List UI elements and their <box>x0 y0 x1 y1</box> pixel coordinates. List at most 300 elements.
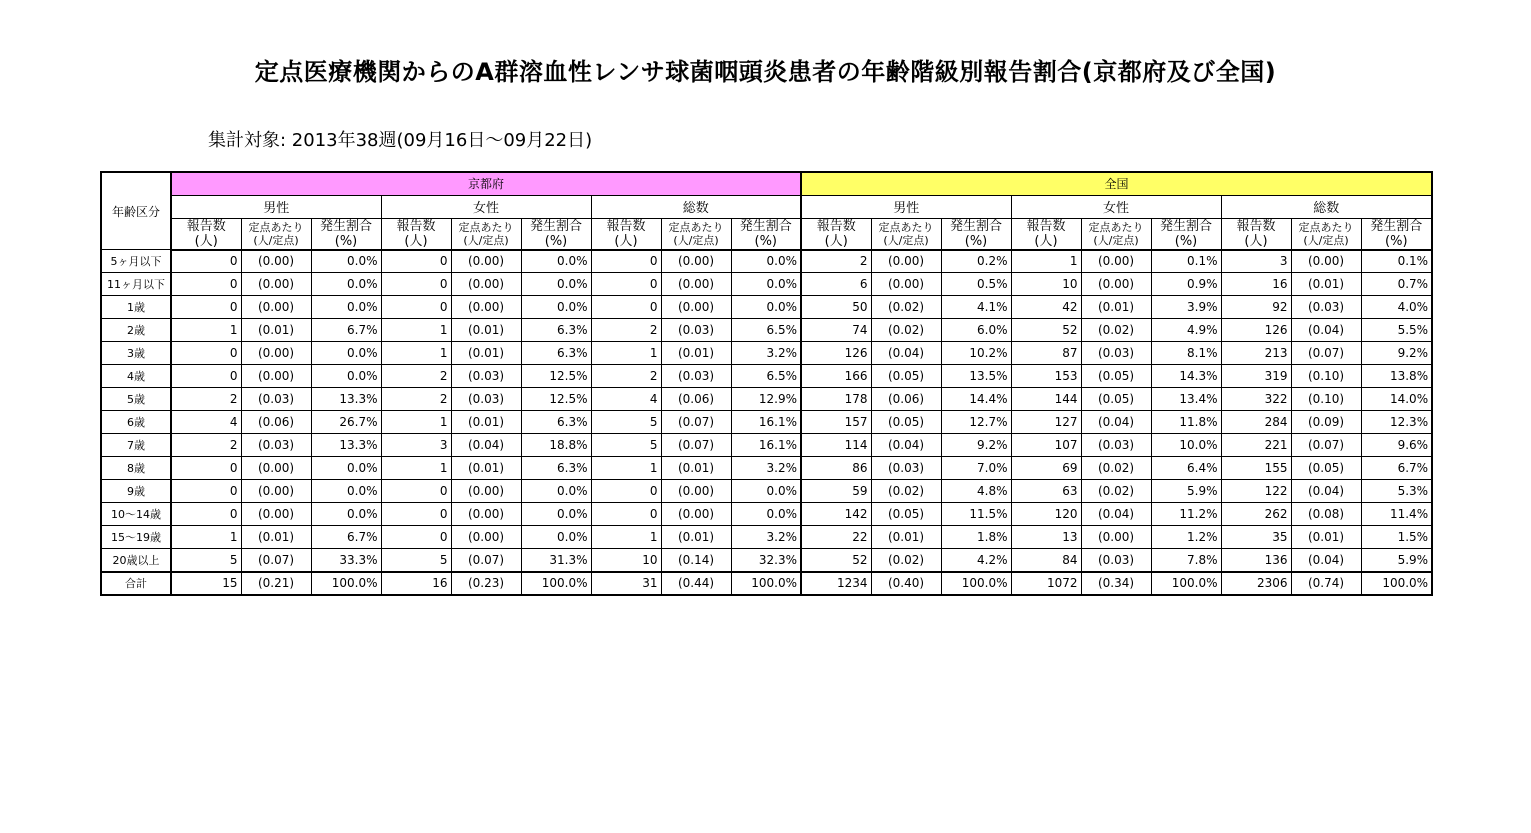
per-sentinel-cell: (0.01) <box>451 342 521 365</box>
group-female-national: 女性 <box>1011 195 1221 218</box>
rate-cell: 11.4% <box>1361 503 1432 526</box>
count-cell: 35 <box>1221 526 1291 549</box>
age-cell: 5歳 <box>101 388 171 411</box>
per-sentinel-cell: (0.00) <box>241 342 311 365</box>
sub-header-line2: (%) <box>754 233 777 249</box>
sub-header-count <box>1011 218 1081 250</box>
rate-cell: 100.0% <box>1151 572 1221 595</box>
per-sentinel-cell: (0.07) <box>661 411 731 434</box>
rate-cell: 6.3% <box>521 411 591 434</box>
rate-cell: 16.1% <box>731 411 801 434</box>
per-sentinel-cell: (0.01) <box>451 457 521 480</box>
age-cell: 合計 <box>101 572 171 595</box>
count-cell: 4 <box>591 388 661 411</box>
rate-cell: 6.0% <box>941 319 1011 342</box>
count-cell: 127 <box>1011 411 1081 434</box>
rate-cell: 6.7% <box>1361 457 1432 480</box>
sub-header-count <box>801 218 871 250</box>
per-sentinel-cell: (0.03) <box>1081 434 1151 457</box>
count-cell: 0 <box>171 480 241 503</box>
rate-cell: 13.5% <box>941 365 1011 388</box>
rate-cell: 5.9% <box>1151 480 1221 503</box>
count-cell: 0 <box>381 273 451 296</box>
rate-cell: 0.0% <box>311 250 381 273</box>
per-sentinel-cell: (0.01) <box>1291 526 1361 549</box>
sub-header-line1: 発生割合 <box>739 218 792 234</box>
per-sentinel-cell: (0.02) <box>1081 319 1151 342</box>
count-cell: 213 <box>1221 342 1291 365</box>
rate-cell: 13.3% <box>311 434 381 457</box>
sub-header-count <box>381 218 451 250</box>
count-cell: 10 <box>1011 273 1081 296</box>
per-sentinel-cell: (0.01) <box>661 526 731 549</box>
count-cell: 144 <box>1011 388 1081 411</box>
count-cell: 0 <box>171 250 241 273</box>
sub-header-line2: (人/定点) <box>1093 233 1139 247</box>
count-cell: 5 <box>381 549 451 572</box>
sub-header-line1: 報告数 <box>186 218 226 234</box>
count-cell: 122 <box>1221 480 1291 503</box>
sub-header-line2: (%) <box>1385 233 1408 249</box>
group-total-national: 総数 <box>1221 195 1432 218</box>
table-row <box>101 411 1432 434</box>
count-cell: 2 <box>591 365 661 388</box>
sub-header-line1: 発生割合 <box>949 218 1002 234</box>
per-sentinel-cell: (0.04) <box>1081 411 1151 434</box>
sub-header-line2: (人) <box>404 233 428 249</box>
per-sentinel-cell: (0.00) <box>451 273 521 296</box>
rate-cell: 0.2% <box>941 250 1011 273</box>
table-row <box>101 503 1432 526</box>
per-sentinel-cell: (0.00) <box>241 480 311 503</box>
rate-cell: 6.5% <box>731 319 801 342</box>
per-sentinel-cell: (0.05) <box>1081 388 1151 411</box>
per-sentinel-cell: (0.01) <box>1291 273 1361 296</box>
rate-cell: 0.0% <box>521 526 591 549</box>
rate-cell: 4.2% <box>941 549 1011 572</box>
per-sentinel-cell: (0.03) <box>241 388 311 411</box>
rate-cell: 12.3% <box>1361 411 1432 434</box>
per-sentinel-cell: (0.00) <box>241 457 311 480</box>
per-sentinel-cell: (0.05) <box>871 411 941 434</box>
rate-cell: 26.7% <box>311 411 381 434</box>
age-cell: 7歳 <box>101 434 171 457</box>
age-column-header: 年齢区分 <box>101 172 171 250</box>
sub-header-line2: (人) <box>824 233 848 249</box>
count-cell: 1 <box>171 319 241 342</box>
report-table <box>100 171 1433 596</box>
rate-cell: 0.0% <box>311 503 381 526</box>
per-sentinel-cell: (0.02) <box>871 549 941 572</box>
rate-cell: 14.4% <box>941 388 1011 411</box>
sub-header-line1: 報告数 <box>396 218 436 234</box>
rate-cell: 4.9% <box>1151 319 1221 342</box>
per-sentinel-cell: (0.02) <box>1081 457 1151 480</box>
per-sentinel-cell: (0.03) <box>1291 296 1361 319</box>
count-cell: 107 <box>1011 434 1081 457</box>
rate-cell: 9.2% <box>1361 342 1432 365</box>
per-sentinel-cell: (0.01) <box>451 319 521 342</box>
count-cell: 0 <box>381 250 451 273</box>
table-row <box>101 480 1432 503</box>
per-sentinel-cell: (0.00) <box>871 250 941 273</box>
sub-header-line2: (人/定点) <box>883 233 929 247</box>
rate-cell: 12.5% <box>521 365 591 388</box>
rate-cell: 0.0% <box>521 480 591 503</box>
table-row <box>101 549 1432 572</box>
count-cell: 4 <box>171 411 241 434</box>
sub-header-row <box>101 218 1432 250</box>
count-cell: 157 <box>801 411 871 434</box>
count-cell: 2 <box>381 365 451 388</box>
count-cell: 5 <box>591 411 661 434</box>
rate-cell: 13.3% <box>311 388 381 411</box>
rate-cell: 0.0% <box>521 296 591 319</box>
per-sentinel-cell: (0.00) <box>661 250 731 273</box>
per-sentinel-cell: (0.40) <box>871 572 941 595</box>
per-sentinel-cell: (0.34) <box>1081 572 1151 595</box>
per-sentinel-cell: (0.07) <box>661 434 731 457</box>
per-sentinel-cell: (0.04) <box>1291 549 1361 572</box>
per-sentinel-cell: (0.00) <box>1081 526 1151 549</box>
count-cell: 3 <box>1221 250 1291 273</box>
count-cell: 126 <box>1221 319 1291 342</box>
sub-header-line1: 定点あたり <box>1298 220 1354 234</box>
sub-header-per-sentinel <box>871 218 941 250</box>
count-cell: 1 <box>381 411 451 434</box>
rate-cell: 9.6% <box>1361 434 1432 457</box>
per-sentinel-cell: (0.02) <box>871 319 941 342</box>
count-cell: 1 <box>171 526 241 549</box>
sub-header-count <box>171 218 241 250</box>
count-cell: 0 <box>381 480 451 503</box>
count-cell: 1 <box>381 457 451 480</box>
rate-cell: 0.0% <box>521 503 591 526</box>
count-cell: 5 <box>171 549 241 572</box>
count-cell: 3 <box>381 434 451 457</box>
count-cell: 1234 <box>801 572 871 595</box>
sub-header-line2: (%) <box>964 233 988 249</box>
sub-header-line1: 報告数 <box>816 218 856 234</box>
rate-cell: 100.0% <box>731 572 801 595</box>
table-row <box>101 526 1432 549</box>
rate-cell: 0.0% <box>731 480 801 503</box>
sub-header-line2: (%) <box>1174 233 1198 249</box>
sub-header-per-sentinel <box>241 218 311 250</box>
sub-header-per-sentinel <box>451 218 521 250</box>
per-sentinel-cell: (0.05) <box>1081 365 1151 388</box>
rate-cell: 16.1% <box>731 434 801 457</box>
per-sentinel-cell: (0.03) <box>451 365 521 388</box>
rate-cell: 3.9% <box>1151 296 1221 319</box>
rate-cell: 6.3% <box>521 319 591 342</box>
rate-cell: 6.7% <box>311 319 381 342</box>
per-sentinel-cell: (0.07) <box>1291 434 1361 457</box>
count-cell: 2 <box>171 388 241 411</box>
sub-header-line1: 定点あたり <box>1088 220 1144 234</box>
per-sentinel-cell: (0.01) <box>241 526 311 549</box>
table-body <box>101 250 1432 595</box>
age-cell: 3歳 <box>101 342 171 365</box>
rate-cell: 0.1% <box>1151 250 1221 273</box>
sub-header-per-sentinel <box>1081 218 1151 250</box>
count-cell: 74 <box>801 319 871 342</box>
rate-cell: 3.2% <box>731 342 801 365</box>
per-sentinel-cell: (0.00) <box>241 273 311 296</box>
count-cell: 155 <box>1221 457 1291 480</box>
per-sentinel-cell: (0.21) <box>241 572 311 595</box>
count-cell: 0 <box>171 503 241 526</box>
rate-cell: 11.8% <box>1151 411 1221 434</box>
age-cell: 1歳 <box>101 296 171 319</box>
age-cell: 4歳 <box>101 365 171 388</box>
per-sentinel-cell: (0.03) <box>451 388 521 411</box>
sub-header-rate <box>311 218 381 250</box>
sub-header-line2: (人) <box>614 233 638 249</box>
per-sentinel-cell: (0.02) <box>871 480 941 503</box>
count-cell: 114 <box>801 434 871 457</box>
rate-cell: 4.1% <box>941 296 1011 319</box>
rate-cell: 0.0% <box>731 503 801 526</box>
per-sentinel-cell: (0.00) <box>871 273 941 296</box>
per-sentinel-cell: (0.00) <box>1081 273 1151 296</box>
per-sentinel-cell: (0.04) <box>1291 319 1361 342</box>
rate-cell: 0.0% <box>731 250 801 273</box>
sub-header-line1: 報告数 <box>606 218 646 234</box>
count-cell: 6 <box>801 273 871 296</box>
age-cell: 9歳 <box>101 480 171 503</box>
count-cell: 0 <box>381 503 451 526</box>
rate-cell: 11.5% <box>941 503 1011 526</box>
count-cell: 22 <box>801 526 871 549</box>
count-cell: 15 <box>171 572 241 595</box>
table-row <box>101 273 1432 296</box>
group-total-kyoto: 総数 <box>591 195 801 218</box>
per-sentinel-cell: (0.00) <box>661 480 731 503</box>
rate-cell: 6.3% <box>521 457 591 480</box>
age-cell: 5ヶ月以下 <box>101 250 171 273</box>
age-cell: 11ヶ月以下 <box>101 273 171 296</box>
count-cell: 5 <box>591 434 661 457</box>
count-cell: 1 <box>591 457 661 480</box>
sub-header-line2: (人/定点) <box>673 233 719 247</box>
per-sentinel-cell: (0.07) <box>241 549 311 572</box>
count-cell: 0 <box>171 457 241 480</box>
table-row <box>101 457 1432 480</box>
count-cell: 0 <box>381 526 451 549</box>
sub-header-line1: 発生割合 <box>1370 218 1423 234</box>
per-sentinel-cell: (0.06) <box>661 388 731 411</box>
rate-cell: 5.3% <box>1361 480 1432 503</box>
count-cell: 1 <box>1011 250 1081 273</box>
per-sentinel-cell: (0.00) <box>1081 250 1151 273</box>
rate-cell: 6.7% <box>311 526 381 549</box>
rate-cell: 6.3% <box>521 342 591 365</box>
rate-cell: 12.7% <box>941 411 1011 434</box>
count-cell: 262 <box>1221 503 1291 526</box>
sub-header-line1: 報告数 <box>1026 218 1066 234</box>
per-sentinel-cell: (0.04) <box>1081 503 1151 526</box>
rate-cell: 0.0% <box>731 273 801 296</box>
count-cell: 142 <box>801 503 871 526</box>
per-sentinel-cell: (0.00) <box>451 526 521 549</box>
per-sentinel-cell: (0.03) <box>661 319 731 342</box>
sub-header-rate <box>1151 218 1221 250</box>
age-cell: 10〜14歳 <box>101 503 171 526</box>
per-sentinel-cell: (0.07) <box>451 549 521 572</box>
age-cell: 15〜19歳 <box>101 526 171 549</box>
table-row <box>101 250 1432 273</box>
age-cell: 6歳 <box>101 411 171 434</box>
count-cell: 319 <box>1221 365 1291 388</box>
count-cell: 92 <box>1221 296 1291 319</box>
group-male-national: 男性 <box>801 195 1011 218</box>
per-sentinel-cell: (0.04) <box>871 342 941 365</box>
rate-cell: 32.3% <box>731 549 801 572</box>
per-sentinel-cell: (0.00) <box>241 250 311 273</box>
sub-header-line1: 発生割合 <box>319 218 372 234</box>
group-female-kyoto: 女性 <box>381 195 591 218</box>
sub-header-rate <box>521 218 591 250</box>
group-male-kyoto: 男性 <box>171 195 381 218</box>
count-cell: 166 <box>801 365 871 388</box>
rate-cell: 100.0% <box>941 572 1011 595</box>
sub-header-line1: 定点あたり <box>668 220 724 234</box>
per-sentinel-cell: (0.00) <box>451 250 521 273</box>
rate-cell: 100.0% <box>521 572 591 595</box>
count-cell: 178 <box>801 388 871 411</box>
per-sentinel-cell: (0.01) <box>871 526 941 549</box>
page-title: 定点医療機関からのA群溶血性レンサ球菌咽頭炎患者の年齢階級別報告割合(京都府及び全国) <box>254 58 1277 86</box>
rate-cell: 9.2% <box>941 434 1011 457</box>
per-sentinel-cell: (0.00) <box>661 273 731 296</box>
sub-header-line1: 定点あたり <box>878 220 934 234</box>
count-cell: 1 <box>381 319 451 342</box>
table-row <box>101 388 1432 411</box>
table-row <box>101 296 1432 319</box>
rate-cell: 0.0% <box>731 296 801 319</box>
rate-cell: 8.1% <box>1151 342 1221 365</box>
per-sentinel-cell: (0.14) <box>661 549 731 572</box>
count-cell: 0 <box>591 503 661 526</box>
per-sentinel-cell: (0.01) <box>241 319 311 342</box>
rate-cell: 18.8% <box>521 434 591 457</box>
per-sentinel-cell: (0.03) <box>241 434 311 457</box>
count-cell: 50 <box>801 296 871 319</box>
rate-cell: 10.2% <box>941 342 1011 365</box>
rate-cell: 3.2% <box>731 457 801 480</box>
count-cell: 63 <box>1011 480 1081 503</box>
count-cell: 0 <box>591 296 661 319</box>
count-cell: 69 <box>1011 457 1081 480</box>
count-cell: 120 <box>1011 503 1081 526</box>
per-sentinel-cell: (0.44) <box>661 572 731 595</box>
rate-cell: 11.2% <box>1151 503 1221 526</box>
per-sentinel-cell: (0.03) <box>871 457 941 480</box>
rate-cell: 10.0% <box>1151 434 1221 457</box>
rate-cell: 1.2% <box>1151 526 1221 549</box>
per-sentinel-cell: (0.00) <box>451 503 521 526</box>
rate-cell: 0.0% <box>311 342 381 365</box>
rate-cell: 13.4% <box>1151 388 1221 411</box>
rate-cell: 33.3% <box>311 549 381 572</box>
per-sentinel-cell: (0.04) <box>871 434 941 457</box>
count-cell: 1 <box>591 342 661 365</box>
count-cell: 2 <box>801 250 871 273</box>
per-sentinel-cell: (0.05) <box>871 503 941 526</box>
per-sentinel-cell: (0.00) <box>241 296 311 319</box>
per-sentinel-cell: (0.00) <box>1291 250 1361 273</box>
sub-header-line2: (人) <box>1034 233 1058 249</box>
table-row <box>101 365 1432 388</box>
per-sentinel-cell: (0.07) <box>1291 342 1361 365</box>
count-cell: 1072 <box>1011 572 1081 595</box>
count-cell: 1 <box>591 526 661 549</box>
rate-cell: 0.9% <box>1151 273 1221 296</box>
sub-header-line2: (%) <box>544 233 568 249</box>
rate-cell: 4.8% <box>941 480 1011 503</box>
per-sentinel-cell: (0.23) <box>451 572 521 595</box>
rate-cell: 1.8% <box>941 526 1011 549</box>
count-cell: 2 <box>381 388 451 411</box>
count-cell: 221 <box>1221 434 1291 457</box>
per-sentinel-cell: (0.10) <box>1291 388 1361 411</box>
count-cell: 52 <box>1011 319 1081 342</box>
age-cell: 8歳 <box>101 457 171 480</box>
rate-cell: 0.7% <box>1361 273 1432 296</box>
count-cell: 59 <box>801 480 871 503</box>
rate-cell: 0.1% <box>1361 250 1432 273</box>
period-label: 集計対象: 2013年38週(09月16日〜09月22日) <box>208 130 593 151</box>
count-cell: 2 <box>171 434 241 457</box>
per-sentinel-cell: (0.00) <box>451 296 521 319</box>
region-national-header: 全国 <box>801 172 1432 195</box>
rate-cell: 0.0% <box>521 250 591 273</box>
count-cell: 42 <box>1011 296 1081 319</box>
count-cell: 0 <box>171 365 241 388</box>
sub-header-line1: 定点あたり <box>248 220 304 234</box>
count-cell: 126 <box>801 342 871 365</box>
per-sentinel-cell: (0.05) <box>1291 457 1361 480</box>
sub-header-rate <box>941 218 1011 250</box>
rate-cell: 0.0% <box>311 273 381 296</box>
table-row <box>101 342 1432 365</box>
count-cell: 322 <box>1221 388 1291 411</box>
sub-header-line1: 発生割合 <box>529 218 582 234</box>
sub-header-line2: (人/定点) <box>463 233 509 247</box>
per-sentinel-cell: (0.04) <box>451 434 521 457</box>
total-row <box>101 572 1432 595</box>
count-cell: 84 <box>1011 549 1081 572</box>
sub-header-line2: (人/定点) <box>253 233 299 247</box>
rate-cell: 0.0% <box>521 273 591 296</box>
per-sentinel-cell: (0.03) <box>1081 549 1151 572</box>
per-sentinel-cell: (0.06) <box>241 411 311 434</box>
rate-cell: 7.0% <box>941 457 1011 480</box>
rate-cell: 0.0% <box>311 365 381 388</box>
rate-cell: 5.9% <box>1361 549 1432 572</box>
sub-header-line1: 報告数 <box>1236 218 1276 234</box>
rate-cell: 31.3% <box>521 549 591 572</box>
count-cell: 13 <box>1011 526 1081 549</box>
count-cell: 0 <box>591 480 661 503</box>
rate-cell: 14.0% <box>1361 388 1432 411</box>
table-row <box>101 434 1432 457</box>
rate-cell: 6.5% <box>731 365 801 388</box>
rate-cell: 0.0% <box>311 296 381 319</box>
sub-header-count <box>591 218 661 250</box>
count-cell: 284 <box>1221 411 1291 434</box>
